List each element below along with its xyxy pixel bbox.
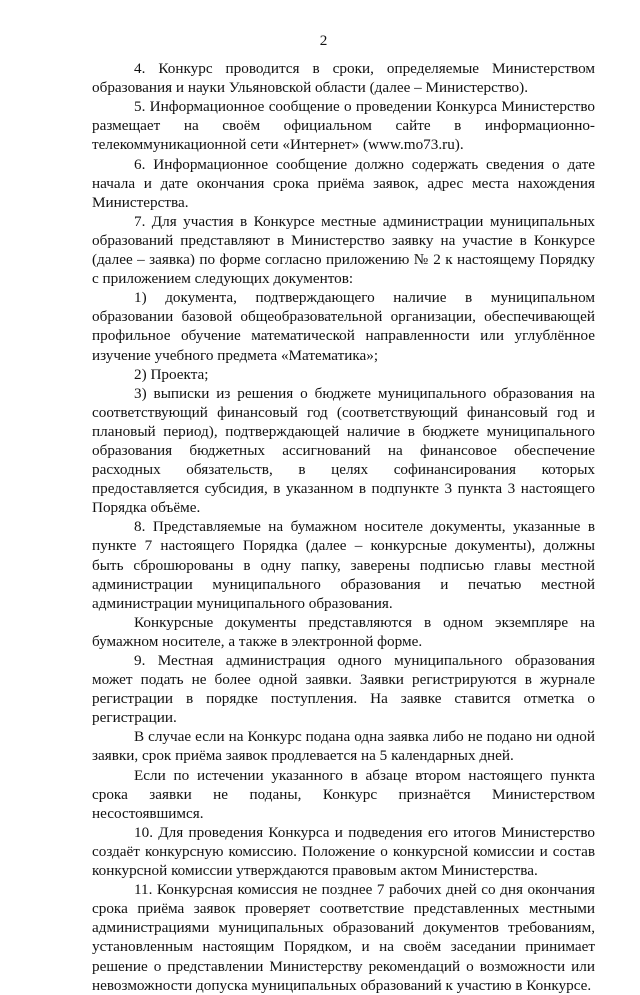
paragraph-6: 6. Информационное сообщение должно содержать сведения о дате начала и дате окончания срока приёма заявок, адрес места нахождения Министерства.	[92, 155, 595, 211]
paragraph-7-item-2: 2) Проекта;	[134, 365, 209, 383]
paragraph-7-item-3: 3) выписки из решения о бюджете муниципального образования на соответствующий финансовый год (соответствующий финансовый год и плановый период), подтверждающей наличие в бюджете муниципального образования бюджетных ассигнований на финансовое обеспечение расходных обязательств, в целях софинансирования которых предоставляется субсидия, в указанном в подпункте 3 пункта 3 настоящего Порядка объёме.	[92, 384, 595, 517]
paragraph-8-continued: Конкурсные документы представляются в одном экземпляре на бумажном носителе, а также в электронной форме.	[92, 613, 595, 650]
paragraph-7: 7. Для участия в Конкурсе местные администрации муниципальных образований представляют в Министерство заявку на участие в Конкурсе (далее – заявка) по форме согласно приложению № 2 к настоящему Порядку с приложением следующих документов:	[92, 212, 595, 288]
paragraph-9-third: Если по истечении указанного в абзаце втором настоящего пункта срока заявки не поданы, Конкурс признаётся Министерством несостоявшимся.	[92, 766, 595, 822]
paragraph-7-item-1: 1) документа, подтверждающего наличие в муниципальном образовании базовой общеобразовательной организации, обеспечивающей профильное обучение математической направленности или углублённое изучение учебного предмета «Математика»;	[92, 289, 595, 364]
paragraph-11: 11. Конкурсная комиссия не позднее 7 рабочих дней со дня окончания срока приёма заявок проверяет соответствие представленных местными администрациями муниципальных образований документов требованиям, установленным настоящим Порядком, и на своём заседании принимает решение о представлении Министерству рекомендаций о возможности или невозможности допуска муниципальных образований к участию в Конкурсе.	[92, 881, 595, 994]
paragraph-9-second: В случае если на Конкурс подана одна заявка либо не подано ни одной заявки, срок приёма заявок продлевается на 5 календарных дней.	[92, 728, 595, 765]
paragraph-9: 9. Местная администрация одного муниципального образования может подать не более одной заявки. Заявки регистрируются в журнале регистрации в порядке поступления. На заявке ставится отметка о регистрации.	[92, 652, 595, 727]
paragraph-4: 4. Конкурс проводится в сроки, определяемые Министерством образования и науки Ульяновской области (далее – Министерство).	[92, 60, 595, 97]
paragraph-8: 8. Представляемые на бумажном носителе документы, указанные в пункте 7 настоящего Порядка (далее – конкурсные документы), должны быть сброшюрованы в одну папку, заверены подписью главы местной администрации муниципального образования и печатью местной администрации муниципального образования.	[92, 518, 595, 612]
paragraph-5: 5. Информационное сообщение о проведении Конкурса Министерство размещает на своём официальном сайте в информационно-телекоммуникационной сети «Интернет» (www.mo73.ru).	[92, 98, 595, 154]
page-number: 2	[319, 32, 328, 49]
paragraph-10: 10. Для проведения Конкурса и подведения его итогов Министерство создаёт конкурсную комиссию. Положение о конкурсной комиссии и состав конкурсной комиссии утверждаются правовым актом Министерства.	[92, 823, 595, 880]
